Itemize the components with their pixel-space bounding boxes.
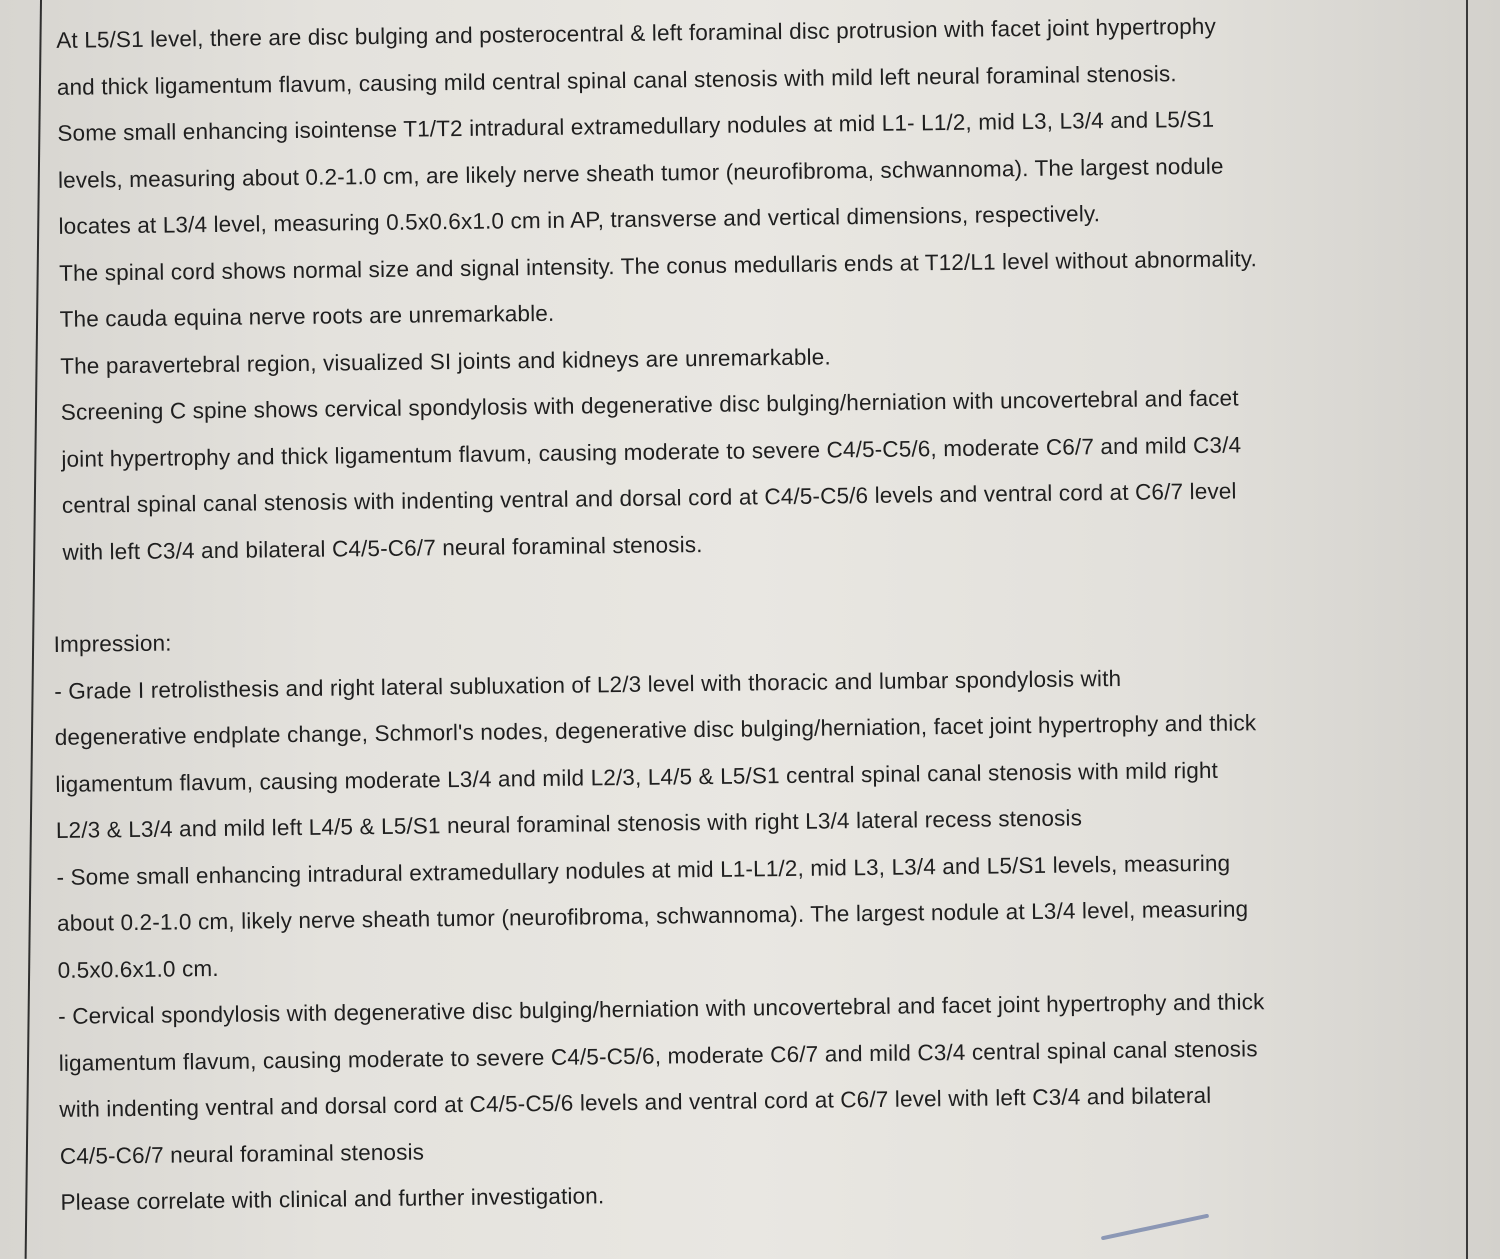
findings-line: locates at L3/4 level, measuring 0.5x0.6x1.0 cm in AP, transverse and vertical dimensions, respectively. [58,201,1101,239]
impression-line: with indenting ventral and dorsal cord at C4/5-C5/6 levels and ventral cord at C6/7 level with left C3/4 and bilateral [59,1082,1212,1122]
findings-line: and thick ligamentum flavum, causing mild central spinal canal stenosis with mild left neural foraminal stenosis. [56,60,1177,100]
findings-line: levels, measuring about 0.2-1.0 cm, are likely nerve sheath tumor (neurofibroma, schwannoma). The largest nodule [57,153,1224,193]
findings-line: central spinal canal stenosis with indenting ventral and dorsal cord at C4/5-C5/6 levels and ventral cord at C6/7 level [61,478,1237,518]
findings-line: with left C3/4 and bilateral C4/5-C6/7 neural foraminal stenosis. [62,531,703,565]
findings-line: The paravertebral region, visualized SI joints and kidneys are unremarkable. [60,343,831,379]
impression-section [53,605,1470,1227]
impression-line: L2/3 & L3/4 and mild left L4/5 & L5/S1 neural foraminal stenosis with right L3/4 lateral recess stenosis [55,805,1083,843]
signature-stroke [1101,1214,1209,1241]
findings-line: Some small enhancing isointense T1/T2 intradural extramedullary nodules at mid L1- L1/2, mid L3, L3/4 and L5/S1 [57,106,1215,146]
impression-line: 0.5x0.6x1.0 cm. [57,955,219,983]
correlation-note: Please correlate with clinical and further investigation. [60,1183,605,1215]
impression-line: - Cervical spondylosis with degenerative disc bulging/herniation with uncovertebral and facet joint hypertrophy and thick [58,989,1265,1029]
findings-section [46,1,1463,576]
findings-line: The spinal cord shows normal size and signal intensity. The conus medullaris ends at T12/L1 level without abnormality. [58,245,1258,286]
findings-line: joint hypertrophy and thick ligamentum flavum, causing moderate to severe C4/5-C5/6, moderate C6/7 and mild C3/4 [61,431,1242,472]
impression-line: - Some small enhancing intradural extramedullary nodules at mid L1-L1/2, mid L3, L3/4 and L5/S1 levels, measuring [56,850,1231,890]
report-body [46,1,1471,1227]
impression-heading: Impression: [53,630,172,657]
impression-line: - Grade I retrolisthesis and right lateral subluxation of L2/3 level with thoracic and lumbar spondylosis with [54,665,1122,704]
findings-line: The cauda equina nerve roots are unremarkable. [59,300,555,332]
findings-line: At L5/S1 level, there are disc bulging and posterocentral & left foraminal disc protrusion with facet joint hypertrophy [56,13,1217,53]
impression-line: about 0.2-1.0 cm, likely nerve sheath tumor (neurofibroma, schwannoma). The largest nodule at L3/4 level, measuring [56,896,1249,936]
left-border-line [25,0,42,1259]
impression-line: C4/5-C6/7 neural foraminal stenosis [59,1138,425,1169]
findings-line: Screening C spine shows cervical spondylosis with degenerative disc bulging/herniation with uncovertebral and facet [60,385,1239,425]
impression-line: ligamentum flavum, causing moderate to severe C4/5-C5/6, moderate C6/7 and mild C3/4 central spinal canal stenosis [58,1035,1258,1076]
impression-line: degenerative endplate change, Schmorl's nodes, degenerative disc bulging/herniation, facet joint hypertrophy and thick [54,710,1257,750]
impression-line: ligamentum flavum, causing moderate L3/4 and mild L2/3, L4/5 & L5/S1 central spinal canal stenosis with mild right [55,757,1219,797]
